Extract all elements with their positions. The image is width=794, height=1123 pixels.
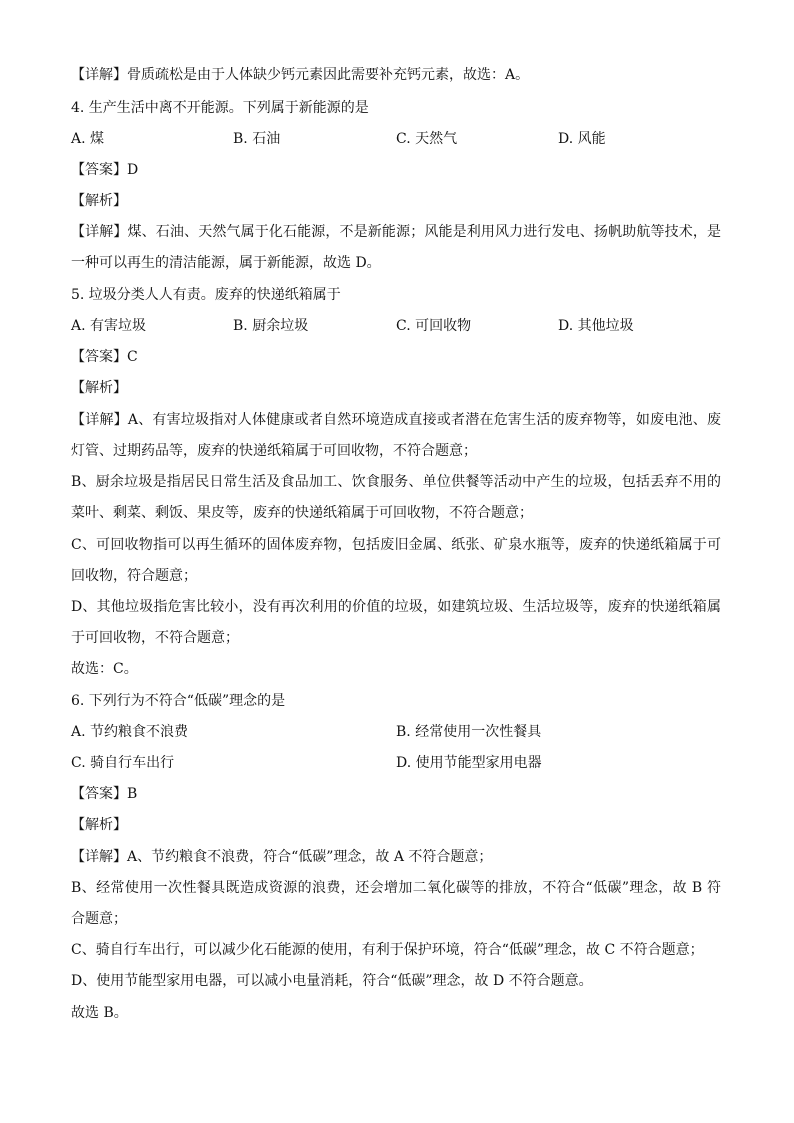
q6-option-d: D. 使用节能型家用电器 [396, 755, 542, 771]
q6-option-b: B. 经常使用一次性餐具 [396, 724, 542, 740]
q5-option-d: D. 其他垃圾 [558, 318, 634, 334]
q4-option-c: C. 天然气 [396, 131, 458, 147]
q4-option-a: A. 煤 [71, 131, 105, 147]
q4-detail-line: 一种可以再生的清洁能源，属于新能源，故选 D。 [71, 255, 381, 271]
q5-detail-line: D、其他垃圾指危害比较小，没有再次利用的价值的垃圾，如建筑垃圾、生活垃圾等，废弃的快递纸箱属 [71, 599, 721, 615]
q5-answer: 【答案】C [71, 349, 138, 365]
q4-answer: 【答案】D [71, 162, 139, 178]
q6-detail-line: 【详解】A、节约粮食不浪费，符合“低碳”理念，故 A 不符合题意； [71, 849, 493, 865]
q5-detail-line: C、可回收物指可以再生循环的固体废弃物，包括废旧金属、纸张、矿泉水瓶等，废弃的快递纸箱属于可 [71, 537, 721, 553]
q6-option-c: C. 骑自行车出行 [71, 755, 175, 771]
q5-option-a: A. 有害垃圾 [71, 318, 147, 334]
q4-option-d: D. 风能 [558, 131, 606, 147]
q4-stem: 4. 生产生活中离不开能源。下列属于新能源的是 [71, 100, 369, 116]
q5-analysis-label: 【解析】 [71, 380, 127, 396]
q5-detail-line: 于可回收物，不符合题意； [71, 630, 239, 646]
q6-detail-line: 故选 B。 [71, 1005, 128, 1021]
q5-detail-line: B、厨余垃圾是指居民日常生活及食品加工、饮食服务、单位供餐等活动中产生的垃圾，包括丢弃不用的 [71, 474, 721, 490]
q6-detail-line: 合题意； [71, 911, 127, 927]
q5-stem: 5. 垃圾分类人人有责。废弃的快递纸箱属于 [71, 287, 341, 303]
q6-stem: 6. 下列行为不符合“低碳”理念的是 [71, 693, 286, 709]
q5-option-c: C. 可回收物 [396, 318, 472, 334]
q5-detail-line: 菜叶、剩菜、剩饭、果皮等，废弃的快递纸箱属于可回收物，不符合题意； [71, 505, 533, 521]
q4-option-b: B. 石油 [233, 131, 281, 147]
q6-option-a: A. 节约粮食不浪费 [71, 724, 189, 740]
q6-detail-line: B、经常使用一次性餐具既造成资源的浪费，还会增加二氧化碳等的排放，不符合“低碳”理念，故 B 符 [71, 880, 721, 896]
q6-answer: 【答案】B [71, 786, 138, 802]
q5-detail-line: 故选：C。 [71, 661, 138, 677]
q3-detail: 【详解】骨质疏松是由于人体缺少钙元素因此需要补充钙元素，故选：A。 [71, 67, 530, 83]
q5-detail-line: 回收物，符合题意； [71, 568, 197, 584]
q4-analysis-label: 【解析】 [71, 193, 127, 209]
q6-analysis-label: 【解析】 [71, 817, 127, 833]
q6-detail-line: C、骑自行车出行，可以减少化石能源的使用，有利于保护环境，符合“低碳”理念，故 C 不符合题意； [71, 942, 704, 958]
q5-detail-line: 灯管、过期药品等，废弃的快递纸箱属于可回收物，不符合题意； [71, 443, 477, 459]
q4-detail-line: 【详解】煤、石油、天然气属于化石能源，不是新能源；风能是利用风力进行发电、扬帆助航等技术，是 [71, 224, 721, 240]
q5-detail-line: 【详解】A、有害垃圾指对人体健康或者自然环境造成直接或者潜在危害生活的废弃物等，如废电池、废 [71, 412, 721, 428]
q6-detail-line: D、使用节能型家用电器，可以减小电量消耗，符合“低碳”理念，故 D 不符合题意。 [71, 973, 593, 989]
q5-option-b: B. 厨余垃圾 [233, 318, 309, 334]
